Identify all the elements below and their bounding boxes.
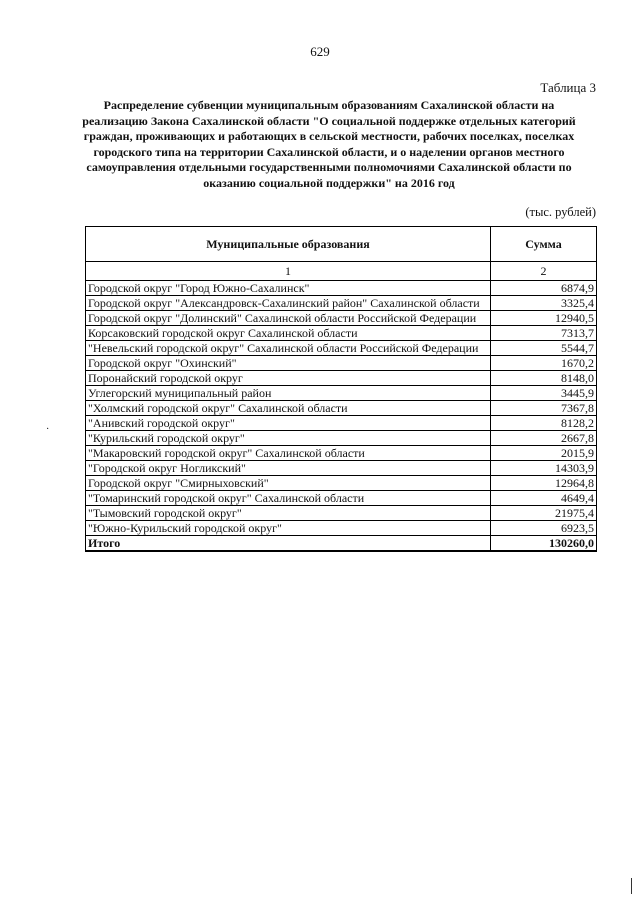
total-sum: 130260,0 <box>491 536 597 552</box>
municipality-name: "Невельский городской округ" Сахалинской области Российской Федерации <box>86 341 491 356</box>
subsidy-sum: 12964,8 <box>491 476 597 491</box>
table-row <box>86 326 597 341</box>
table-row <box>86 356 597 371</box>
table-row <box>86 296 597 311</box>
subsidy-sum: 1670,2 <box>491 356 597 371</box>
municipality-name: "Макаровский городской округ" Сахалинской области <box>86 446 491 461</box>
subsidy-sum: 7367,8 <box>491 401 597 416</box>
municipality-name: "Южно-Курильский городской округ" <box>86 521 491 536</box>
municipality-name: "Городской округ Ногликский" <box>86 461 491 476</box>
table-row <box>86 416 597 431</box>
municipality-name: "Анивский городской округ" <box>86 416 491 431</box>
subsidy-sum: 7313,7 <box>491 326 597 341</box>
municipality-name: Городской округ "Долинский" Сахалинской области Российской Федерации <box>86 311 491 326</box>
edge-mark <box>631 878 632 894</box>
table-row <box>86 431 597 446</box>
subsidy-sum: 3445,9 <box>491 386 597 401</box>
municipality-name: "Курильский городской округ" <box>86 431 491 446</box>
table-body <box>86 262 597 552</box>
total-label: Итого <box>86 536 491 552</box>
table-label: Таблица 3 <box>540 80 596 95</box>
municipality-name: Городской округ "Город Южно-Сахалинск" <box>86 281 491 296</box>
subsidy-sum: 6923,5 <box>491 521 597 536</box>
table-row <box>86 281 597 296</box>
subsidy-sum: 8148,0 <box>491 371 597 386</box>
table-header-row <box>86 227 597 262</box>
table-row <box>86 341 597 356</box>
table-row <box>86 506 597 521</box>
total-row <box>86 536 597 552</box>
table-row <box>86 446 597 461</box>
municipality-name: "Тымовский городской округ" <box>86 506 491 521</box>
table-row <box>86 461 597 476</box>
table-row <box>86 521 597 536</box>
column-numbering-row <box>86 262 597 281</box>
subsidy-sum: 12940,5 <box>491 311 597 326</box>
header-sum: Сумма <box>491 227 597 262</box>
subsidy-sum: 8128,2 <box>491 416 597 431</box>
municipality-name: "Томаринский городской округ" Сахалинской области <box>86 491 491 506</box>
subsidy-sum: 6874,9 <box>491 281 597 296</box>
table-row <box>86 371 597 386</box>
subsidy-sum: 3325,4 <box>491 296 597 311</box>
subsidy-sum: 5544,7 <box>491 341 597 356</box>
table-row <box>86 386 597 401</box>
column-number: 2 <box>491 262 597 281</box>
municipality-name: Углегорский муниципальный район <box>86 386 491 401</box>
subsidy-sum: 2667,8 <box>491 431 597 446</box>
page-number: 629 <box>310 44 330 59</box>
table-row <box>86 491 597 506</box>
municipality-name: Корсаковский городской округ Сахалинской области <box>86 326 491 341</box>
table-row <box>86 311 597 326</box>
municipality-name: "Холмский городской округ" Сахалинской области <box>86 401 491 416</box>
header-municipalities: Муниципальные образования <box>86 227 491 262</box>
subsidy-sum: 14303,9 <box>491 461 597 476</box>
municipality-name: Поронайский городской округ <box>86 371 491 386</box>
municipality-name: Городской округ "Александровск-Сахалинский район" Сахалинской области <box>86 296 491 311</box>
margin-dot: · <box>46 424 50 435</box>
municipality-name: Городской округ "Смирныховский" <box>86 476 491 491</box>
table-row <box>86 476 597 491</box>
units-label: (тыс. рублей) <box>525 205 596 219</box>
subsidy-table <box>85 226 597 552</box>
column-number: 1 <box>86 262 491 281</box>
document-title: Распределение субвенции муниципальным образованиям Сахалинской области на реализацию Закона Сахалинской области "О социальной поддержке отдельных категорий граждан, проживающих и работающих в сельской местности, рабочих поселках, поселках городского типа на территории Сахалинской области, и о наделении органов местного самоуправления отдельными государственными полномочиями Сахалинской области по оказанию социальной поддержки" на 2016 год <box>82 98 576 190</box>
table-row <box>86 401 597 416</box>
municipality-name: Городской округ "Охинский" <box>86 356 491 371</box>
subsidy-sum: 4649,4 <box>491 491 597 506</box>
subsidy-sum: 2015,9 <box>491 446 597 461</box>
subsidy-sum: 21975,4 <box>491 506 597 521</box>
